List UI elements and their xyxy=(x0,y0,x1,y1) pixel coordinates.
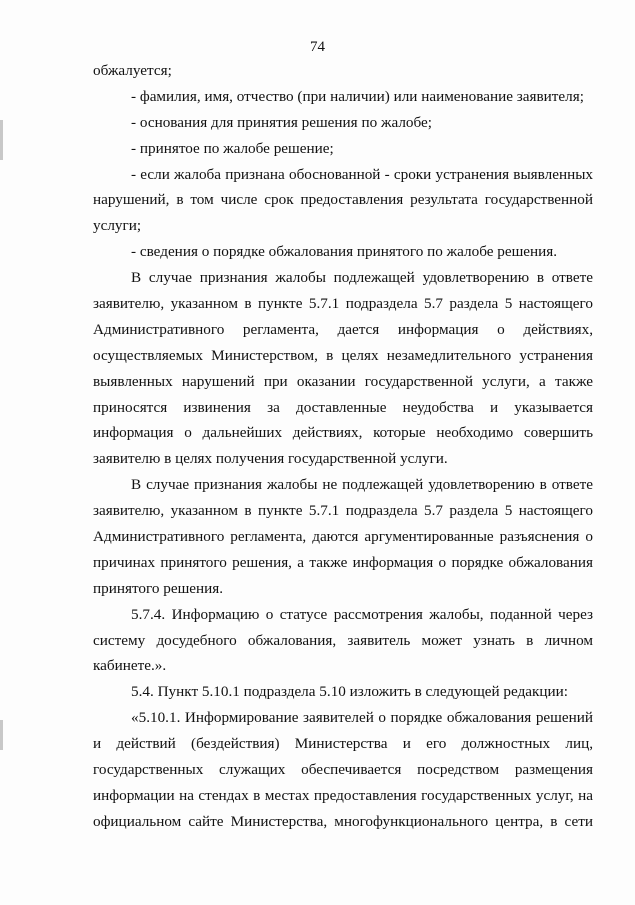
text-line: Административного регламента, дается информация о действиях, xyxy=(93,320,593,338)
text-line: и действий (бездействия) Министерства и его должностных лиц, xyxy=(93,735,593,753)
text-line: причинах принятого решения, а также информация о порядке обжалования xyxy=(93,553,593,571)
document-body xyxy=(93,58,593,835)
text-line: официальном сайте Министерства, многофункционального центра, в сети xyxy=(93,812,593,830)
text-line: - фамилия, имя, отчество (при наличии) или наименование заявителя; xyxy=(131,87,584,105)
text-line: - сведения о порядке обжалования принятого по жалобе решения. xyxy=(131,243,558,261)
text-line: 5.7.4. Информацию о статусе рассмотрения жалобы, поданной через xyxy=(131,605,593,623)
text-line: «5.10.1. Информирование заявителей о порядке обжалования решений xyxy=(131,709,593,727)
scan-edge-mark xyxy=(0,120,3,160)
text-line: государственных служащих обеспечивается посредством размещения xyxy=(93,761,593,779)
text-line: услуги; xyxy=(93,217,142,235)
text-line: 5.4. Пункт 5.10.1 подраздела 5.10 изложить в следующей редакции: xyxy=(131,683,569,701)
text-line: обжалуется; xyxy=(93,62,172,79)
text-line: информации на стендах в местах предоставления государственных услуг, на xyxy=(93,786,593,804)
text-line: осуществляемых Министерством, в целях незамедлительного устранения xyxy=(93,346,593,364)
text-line: - основания для принятия решения по жалобе; xyxy=(131,113,432,131)
text-line: информация о дальнейших действиях, которые необходимо совершить xyxy=(93,424,593,442)
scan-edge-mark xyxy=(0,720,3,750)
text-line: заявителю в целях получения государственной услуги. xyxy=(93,450,448,468)
text-line: принятого решения. xyxy=(93,579,224,597)
text-line: приносятся извинения за доставленные неудобства и указывается xyxy=(93,398,593,416)
text-line: систему досудебного обжалования, заявитель может узнать в личном xyxy=(93,631,593,649)
text-line: Административного регламента, даются аргументированные разъяснения о xyxy=(93,528,593,546)
text-line: - принятое по жалобе решение; xyxy=(131,139,334,157)
text-line: выявленных нарушений при оказании государственной услуги, а также xyxy=(93,372,593,390)
page-number: 74 xyxy=(310,39,325,55)
text-line: - если жалоба признана обоснованной - сроки устранения выявленных xyxy=(131,165,593,183)
text-line: заявителю, указанном в пункте 5.7.1 подраздела 5.7 раздела 5 настоящего xyxy=(93,502,593,520)
text-line: кабинете.». xyxy=(93,657,167,675)
text-line: В случае признания жалобы не подлежащей удовлетворению в ответе xyxy=(131,476,593,494)
text-line: нарушений, в том числе срок предоставления результата государственной xyxy=(93,191,593,209)
text-line: заявителю, указанном в пункте 5.7.1 подраздела 5.7 раздела 5 настоящего xyxy=(93,295,593,313)
text-line: В случае признания жалобы подлежащей удовлетворению в ответе xyxy=(131,269,593,287)
